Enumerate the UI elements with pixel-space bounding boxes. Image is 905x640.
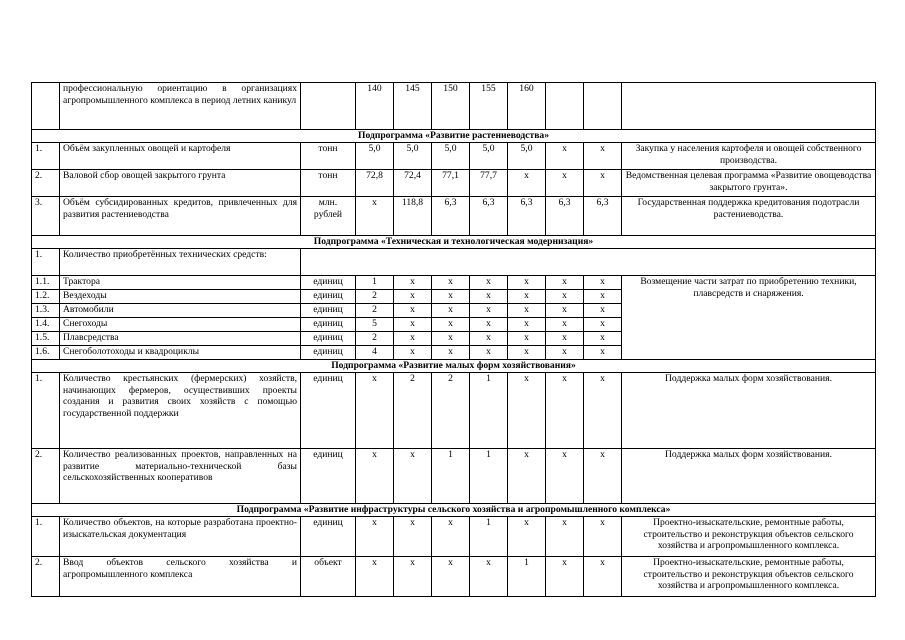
year-value: х xyxy=(546,290,584,304)
indicator-name: Трактора xyxy=(60,276,301,290)
measure-note: Ведомственная целевая программа «Развитие овощеводства закрытого грунта». xyxy=(622,170,876,197)
section-title: Подпрограмма «Техническая и технологическая модернизация» xyxy=(32,236,876,249)
table-row xyxy=(32,143,876,170)
section-row xyxy=(32,360,876,373)
measure-note: Проектно-изыскательские, ремонтные работы, строительство и реконструкция объектов сельского хозяйства и агропромышленного комплекса. xyxy=(622,557,876,597)
indicator-name: Объём закупленных овощей и картофеля xyxy=(60,143,301,170)
year-value: 2 xyxy=(432,373,470,449)
section-title: Подпрограмма «Развитие растениеводства» xyxy=(32,130,876,143)
year-value: х xyxy=(470,318,508,332)
indicator-name: профессиональную ориентацию в организациях агропромышленного комплекса в период летних каникул xyxy=(60,83,301,130)
year-value: 5,0 xyxy=(356,143,394,170)
row-number: 1.3. xyxy=(32,304,60,318)
table-row xyxy=(32,557,876,597)
unit xyxy=(301,83,356,130)
year-value: 77,1 xyxy=(432,170,470,197)
year-value: х xyxy=(394,332,432,346)
year-value: х xyxy=(394,318,432,332)
year-value: х xyxy=(584,290,622,304)
unit: тонн xyxy=(301,143,356,170)
year-value: 1 xyxy=(470,373,508,449)
year-value: х xyxy=(470,332,508,346)
year-value: х xyxy=(584,276,622,290)
year-value: х xyxy=(356,449,394,504)
year-value: х xyxy=(546,276,584,290)
year-value: х xyxy=(470,276,508,290)
section-title: Подпрограмма «Развитие инфраструктуры сельского хозяйства и агропромышленного комплекса» xyxy=(32,504,876,517)
year-value: х xyxy=(546,170,584,197)
section-row xyxy=(32,236,876,249)
row-number: 1. xyxy=(32,517,60,557)
year-value: х xyxy=(356,517,394,557)
year-value: х xyxy=(508,318,546,332)
indicator-name: Автомобили xyxy=(60,304,301,318)
unit: единиц xyxy=(301,276,356,290)
year-value: 2 xyxy=(356,290,394,304)
row-number xyxy=(32,83,60,130)
unit: единиц xyxy=(301,290,356,304)
table-row xyxy=(32,197,876,236)
year-value: х xyxy=(584,318,622,332)
year-value: 150 xyxy=(432,83,470,130)
year-value: х xyxy=(584,170,622,197)
year-value: х xyxy=(508,290,546,304)
table-row xyxy=(32,276,876,290)
indicator-name: Количество приобретённых технических средств: xyxy=(60,249,301,276)
row-number: 1.4. xyxy=(32,318,60,332)
year-value: х xyxy=(394,304,432,318)
year-value: х xyxy=(584,449,622,504)
year-value: х xyxy=(546,557,584,597)
unit: единиц xyxy=(301,373,356,449)
unit: единиц xyxy=(301,318,356,332)
year-value: х xyxy=(432,557,470,597)
row-number: 1.6. xyxy=(32,346,60,360)
year-value: 155 xyxy=(470,83,508,130)
row-number: 2. xyxy=(32,557,60,597)
indicator-name: Количество реализованных проектов, направленных на развитие материально-технической базы сельскохозяйственных кооперативов xyxy=(60,449,301,504)
year-value: х xyxy=(394,517,432,557)
year-value: х xyxy=(470,290,508,304)
unit: единиц xyxy=(301,449,356,504)
unit: объект xyxy=(301,557,356,597)
year-value: х xyxy=(584,373,622,449)
year-value: х xyxy=(546,332,584,346)
year-value: 72,4 xyxy=(394,170,432,197)
year-value: х xyxy=(394,557,432,597)
year-value: 72,8 xyxy=(356,170,394,197)
unit: единиц xyxy=(301,332,356,346)
measure-note: Проектно-изыскательские, ремонтные работы, строительство и реконструкция объектов сельского хозяйства и агропромышленного комплекса. xyxy=(622,517,876,557)
table-row xyxy=(32,517,876,557)
unit: тонн xyxy=(301,170,356,197)
year-value: х xyxy=(546,318,584,332)
row-number: 2. xyxy=(32,170,60,197)
row-number: 1.1. xyxy=(32,276,60,290)
indicators-table xyxy=(31,82,876,597)
year-value: х xyxy=(432,276,470,290)
year-value: х xyxy=(508,304,546,318)
year-value: х xyxy=(432,318,470,332)
year-value: х xyxy=(508,276,546,290)
year-value: х xyxy=(470,346,508,360)
year-value: 6,3 xyxy=(584,197,622,236)
table-body xyxy=(32,83,876,597)
year-value: х xyxy=(584,517,622,557)
year-value: 5,0 xyxy=(470,143,508,170)
measure-note: Возмещение части затрат по приобретению техники, плавсредств и снаряжения. xyxy=(622,276,876,360)
year-value: х xyxy=(394,276,432,290)
year-value: х xyxy=(546,373,584,449)
section-title: Подпрограмма «Развитие малых форм хозяйствования» xyxy=(32,360,876,373)
measure-note: Поддержка малых форм хозяйствования. xyxy=(622,449,876,504)
table-row xyxy=(32,449,876,504)
year-value: х xyxy=(356,373,394,449)
unit: млн. рублей xyxy=(301,197,356,236)
year-value: 5,0 xyxy=(432,143,470,170)
year-value xyxy=(546,83,584,130)
year-value: х xyxy=(584,332,622,346)
year-value: х xyxy=(356,197,394,236)
year-value: х xyxy=(470,304,508,318)
year-value: 2 xyxy=(356,304,394,318)
year-value: х xyxy=(546,304,584,318)
row-number: 2. xyxy=(32,449,60,504)
year-value xyxy=(584,83,622,130)
indicator-name: Плавсредства xyxy=(60,332,301,346)
year-value: х xyxy=(394,449,432,504)
year-value: х xyxy=(470,557,508,597)
year-value: х xyxy=(432,346,470,360)
group-row xyxy=(32,249,876,276)
year-value: 6,3 xyxy=(546,197,584,236)
year-value: 1 xyxy=(508,557,546,597)
year-value: х xyxy=(394,290,432,304)
year-value: 77,7 xyxy=(470,170,508,197)
year-value: 2 xyxy=(394,373,432,449)
indicator-name: Ввод объектов сельского хозяйства и агропромышленного комплекса xyxy=(60,557,301,597)
year-value: х xyxy=(432,332,470,346)
year-value: 5,0 xyxy=(508,143,546,170)
year-value: х xyxy=(546,143,584,170)
indicator-name: Количество объектов, на которые разработана проектно-изыскательская документация xyxy=(60,517,301,557)
year-value: х xyxy=(546,449,584,504)
year-value: 1 xyxy=(470,449,508,504)
indicator-name: Снегоболотоходы и квадроциклы xyxy=(60,346,301,360)
year-value: 140 xyxy=(356,83,394,130)
indicator-name: Снегоходы xyxy=(60,318,301,332)
year-value: х xyxy=(508,517,546,557)
year-value: х xyxy=(584,557,622,597)
year-value: х xyxy=(584,143,622,170)
year-value: х xyxy=(508,170,546,197)
year-value: х xyxy=(508,332,546,346)
year-value: 6,3 xyxy=(470,197,508,236)
indicator-name: Количество крестьянских (фермерских) хозяйств, начинающих фермеров, осуществивших проекты создания и развития своих хозяйств с помощью государственной поддержки xyxy=(60,373,301,449)
row-number: 1. xyxy=(32,373,60,449)
indicator-name: Валовой сбор овощей закрытого грунта xyxy=(60,170,301,197)
year-value: 2 xyxy=(356,332,394,346)
year-value: 118,8 xyxy=(394,197,432,236)
row-number: 1. xyxy=(32,249,60,276)
year-value: 1 xyxy=(432,449,470,504)
year-value: х xyxy=(584,346,622,360)
year-value: х xyxy=(356,557,394,597)
year-value: х xyxy=(584,304,622,318)
year-value: 4 xyxy=(356,346,394,360)
year-value: х xyxy=(508,373,546,449)
year-value: х xyxy=(508,346,546,360)
table-row xyxy=(32,83,876,130)
year-value: х xyxy=(546,517,584,557)
section-row xyxy=(32,130,876,143)
unit: единиц xyxy=(301,517,356,557)
year-value: х xyxy=(432,517,470,557)
year-value: х xyxy=(432,290,470,304)
year-value: х xyxy=(546,346,584,360)
year-value: х xyxy=(508,449,546,504)
indicator-name: Объём субсидированных кредитов, привлеченных для развития растениеводства xyxy=(60,197,301,236)
row-number: 1. xyxy=(32,143,60,170)
measure-note: Закупка у населения картофеля и овощей собственного производства. xyxy=(622,143,876,170)
row-number: 1.5. xyxy=(32,332,60,346)
unit: единиц xyxy=(301,346,356,360)
indicator-name: Вездеходы xyxy=(60,290,301,304)
year-value: 5,0 xyxy=(394,143,432,170)
year-value: 1 xyxy=(470,517,508,557)
year-value: 6,3 xyxy=(432,197,470,236)
year-value: 1 xyxy=(356,276,394,290)
year-value: 160 xyxy=(508,83,546,130)
year-value: х xyxy=(394,346,432,360)
year-value: 6,3 xyxy=(508,197,546,236)
year-value: 5 xyxy=(356,318,394,332)
measure-note: Государственная поддержка кредитования подотрасли растениеводства. xyxy=(622,197,876,236)
year-value: 145 xyxy=(394,83,432,130)
row-number: 3. xyxy=(32,197,60,236)
empty-cell xyxy=(301,249,876,276)
measure-note xyxy=(622,83,876,130)
section-row xyxy=(32,504,876,517)
year-value: х xyxy=(432,304,470,318)
table-row xyxy=(32,170,876,197)
table-row xyxy=(32,373,876,449)
measure-note: Поддержка малых форм хозяйствования. xyxy=(622,373,876,449)
unit: единиц xyxy=(301,304,356,318)
row-number: 1.2. xyxy=(32,290,60,304)
